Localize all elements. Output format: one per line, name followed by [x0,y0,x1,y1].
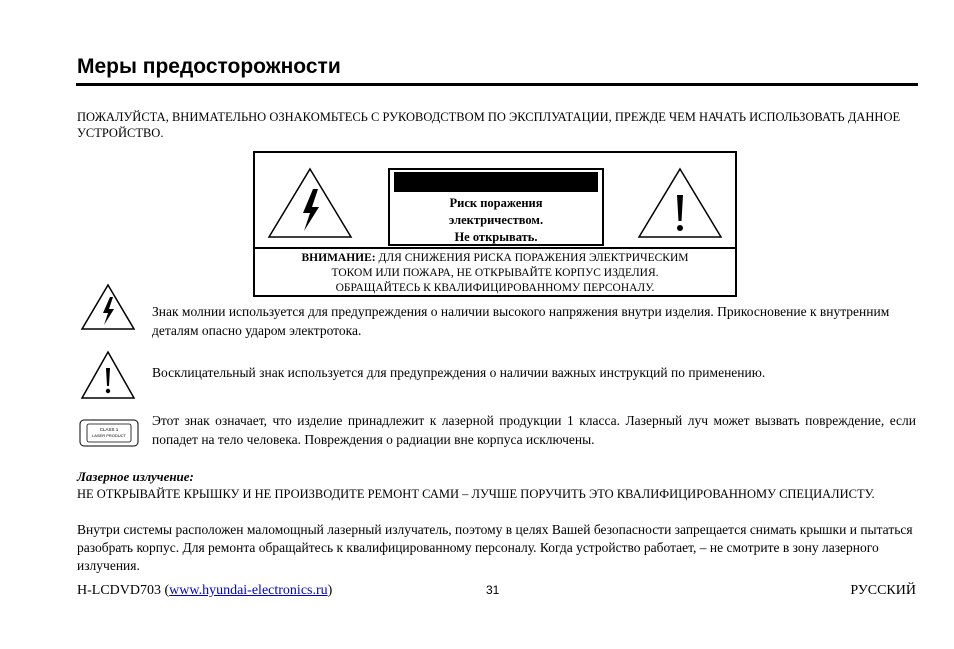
caution-header-bar [394,172,598,192]
laser-label-line-1: CLASS 1 [99,427,119,432]
class1-laser-label-icon [79,419,139,447]
caution-line-1: Риск поражения [449,196,543,210]
exclamation-symbol-text: Восклицательный знак используется для предупреждения о наличии важных инструкций по применению. [152,365,766,380]
laser-body-text: Внутри системы расположен маломощный лазерный излучатель, поэтому в целях Вашей безопасности запрещается снимать крышки и пытаться разобрать корпус. Для ремонта обращайтесь к квалифицированному персоналу. Когда устройство работает, – не смотрите в зону лазерного излучения. [77,522,913,573]
warning-notice [255,251,735,296]
model-name: H-LCDVD703 ( [77,583,170,598]
page-title: Меры предосторожности [77,55,341,78]
lightning-symbol-text: Знак молнии используется для предупреждения о наличии высокого напряжения внутри изделия. Прикосновение к внутренним деталям опасно ударом электротока. [152,304,890,338]
warning-divider [255,247,735,249]
exclamation-triangle-icon [80,350,136,400]
laser-heading: Лазерное излучение: [77,469,194,484]
lightning-triangle-icon [80,283,136,331]
lightning-triangle-icon [267,167,353,239]
caution-label [388,168,604,246]
attention-label: ВНИМАНИЕ: [301,252,376,264]
caution-line-3: Не открывать. [454,230,538,244]
notice-line-2: ТОКОМ ИЛИ ПОЖАРА, НЕ ОТКРЫВАЙТЕ КОРПУС ИЗДЕЛИЯ. [331,267,659,279]
footer-language: РУССКИЙ [850,583,916,598]
notice-line-1: ДЛЯ СНИЖЕНИЯ РИСКА ПОРАЖЕНИЯ ЭЛЕКТРИЧЕСКИМ [378,252,689,264]
laser-warning-caps: НЕ ОТКРЫВАЙТЕ КРЫШКУ И НЕ ПРОИЗВОДИТЕ РЕМОНТ САМИ – ЛУЧШЕ ПОРУЧИТЬ ЭТО КВАЛИФИЦИРОВАННОМУ СПЕЦИАЛИСТУ. [77,487,875,501]
laser-label-line-2: LASER PRODUCT [91,433,127,438]
model-close: ) [327,583,333,598]
laser-symbol-text: Этот знак означает, что изделие принадлежит к лазерной продукции 1 класса. Лазерный луч может вызвать повреждение, если попадет на тело человека. Повреждения о радиации вне корпуса исключены. [152,413,916,447]
warning-box [253,151,737,297]
notice-line-3: ОБРАЩАЙТЕСЬ К КВАЛИФИЦИРОВАННОМУ ПЕРСОНАЛУ. [335,282,655,294]
footer-model [77,583,332,599]
exclamation-triangle-icon [637,167,723,239]
title-divider [76,83,918,86]
intro-text: ПОЖАЛУЙСТА, ВНИМАТЕЛЬНО ОЗНАКОМЬТЕСЬ С РУКОВОДСТВОМ ПО ЭКСПЛУАТАЦИИ, ПРЕЖДЕ ЧЕМ НАЧАТЬ ИСПОЛЬЗОВАТЬ ДАННОЕ УСТРОЙСТВО. [77,110,901,140]
caution-line-2: электричеством. [448,213,544,227]
website-link[interactable]: www.hyundai-electronics.ru [169,583,328,598]
page-number: 31 [486,583,500,597]
